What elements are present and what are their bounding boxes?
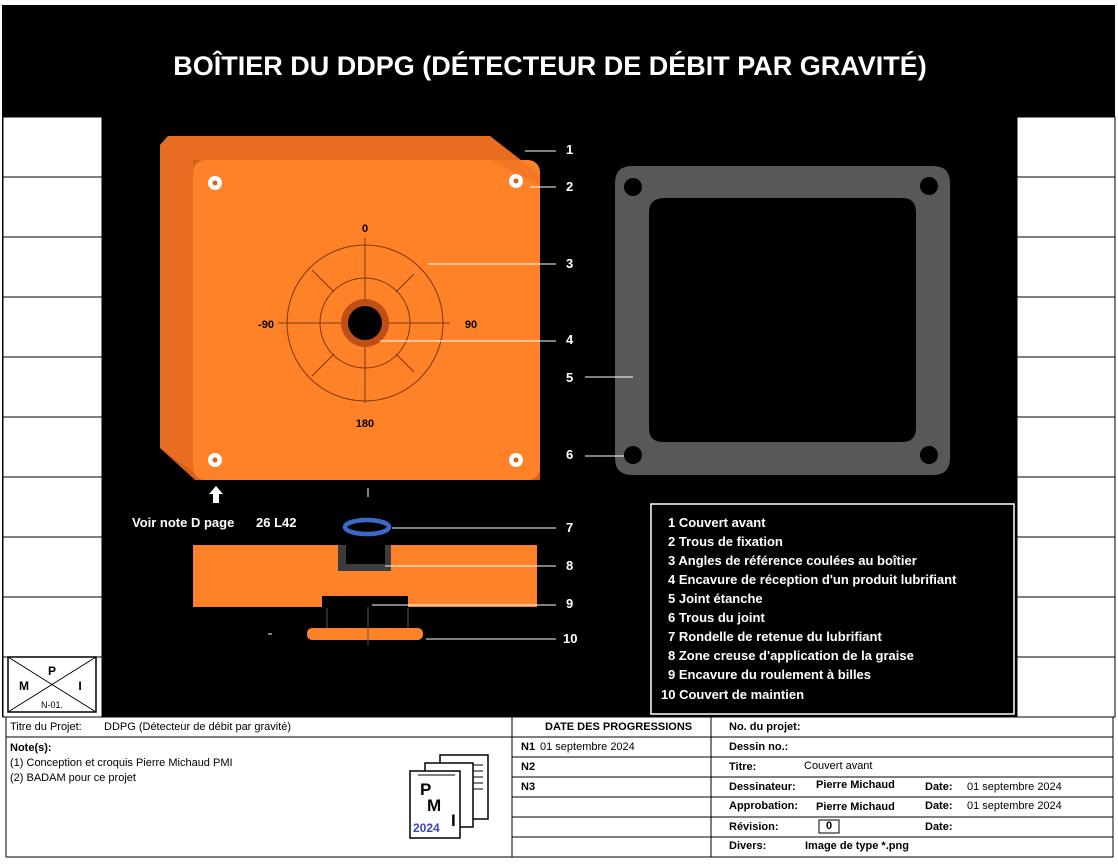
n1-label: N1 xyxy=(521,741,536,753)
callout-3: 3 xyxy=(566,256,574,271)
drawing-no-label: Dessin no.: xyxy=(729,741,789,753)
date1-value: 01 septembre 2024 xyxy=(967,781,1062,793)
right-margin-grid xyxy=(1017,117,1115,717)
note-ref-page: 26 L42 xyxy=(256,515,297,530)
bearing-recess xyxy=(333,598,398,607)
callout-10: 10 xyxy=(563,631,578,646)
legend-item: 7 Rondelle de retenue du lubrifiant xyxy=(668,629,882,644)
front-cover xyxy=(160,136,540,480)
legend-item: 8 Zone creuse d'application de la graise xyxy=(668,648,914,663)
logo-code: N-01. xyxy=(40,700,64,710)
dial-label-right: 90 xyxy=(464,319,478,331)
callout-9: 9 xyxy=(566,596,574,611)
callout-7: 7 xyxy=(566,520,574,535)
note-2: (2) BADAM pour ce projet xyxy=(10,772,136,784)
mpi-logo xyxy=(8,657,96,712)
callout-5: 5 xyxy=(566,370,574,385)
callout-2: 2 xyxy=(566,179,574,194)
logo-i: I xyxy=(78,679,82,693)
date1-label: Date: xyxy=(925,781,953,793)
misc-value: Image de type *.png xyxy=(805,840,909,852)
note-ref-label: Voir note D page xyxy=(132,515,235,530)
titre-label: Titre: xyxy=(729,761,757,773)
drawing-title: BOÎTIER DU DDPG (DÉTECTEUR DE DÉBIT PAR GRAVITÉ) xyxy=(173,51,927,81)
n2-label: N2 xyxy=(521,761,536,773)
legend-item: 5 Joint étanche xyxy=(668,591,763,606)
callout-6: 6 xyxy=(566,447,574,462)
callout-8: 8 xyxy=(566,558,574,573)
drafter-label: Dessinateur: xyxy=(729,781,796,793)
notes-label: Note(s): xyxy=(10,742,52,754)
callout-1: 1 xyxy=(566,142,574,157)
callout-4: 4 xyxy=(566,332,574,347)
stamp-m: M xyxy=(427,796,442,815)
legend-item: 3 Angles de référence coulées au boîtier xyxy=(668,553,917,568)
dial-label-left: -90 xyxy=(258,319,274,331)
date2-value: 01 septembre 2024 xyxy=(967,800,1062,812)
revision-value: 0 xyxy=(826,820,833,832)
drafter-value: Pierre Michaud xyxy=(816,779,895,791)
revision-label: Révision: xyxy=(729,821,779,833)
titre-value: Couvert avant xyxy=(804,760,873,772)
date2-label: Date: xyxy=(925,800,953,812)
project-no-label: No. du projet: xyxy=(729,721,801,733)
n1-value: 01 septembre 2024 xyxy=(540,741,635,753)
approval-value: Pierre Michaud xyxy=(816,801,895,813)
legend-item: 9 Encavure du roulement à billes xyxy=(668,667,872,682)
legend-item: 1 Couvert avant xyxy=(668,515,766,530)
progress-header: DATE DES PROGRESSIONS xyxy=(545,721,693,733)
project-value: DDPG (Détecteur de débit par gravité) xyxy=(104,721,292,733)
stamp-p: P xyxy=(420,780,432,799)
dial-label-top: 0 xyxy=(361,223,369,235)
legend-item: 10 Couvert de maintien xyxy=(661,687,805,702)
date3-label: Date: xyxy=(925,821,953,833)
misc-label: Divers: xyxy=(729,840,767,852)
left-margin-grid xyxy=(3,117,102,717)
project-label: Titre du Projet: xyxy=(10,721,82,733)
n3-label: N3 xyxy=(521,781,536,793)
stamp-i: I xyxy=(451,811,456,830)
logo-m: M xyxy=(19,679,29,693)
retaining-cover xyxy=(307,628,423,640)
approval-label: Approbation: xyxy=(729,800,799,812)
logo-p: P xyxy=(47,664,57,678)
stamp-year: 2024 xyxy=(413,821,440,835)
note-1: (1) Conception et croquis Pierre Michaud PMI xyxy=(10,757,233,769)
dial-label-bottom: 180 xyxy=(355,418,375,430)
legend-item: 6 Trous du joint xyxy=(668,610,765,625)
legend-item: 2 Trous de fixation xyxy=(668,534,783,549)
legend-item: 4 Encavure de réception d'un produit lubrifiant xyxy=(668,572,957,587)
